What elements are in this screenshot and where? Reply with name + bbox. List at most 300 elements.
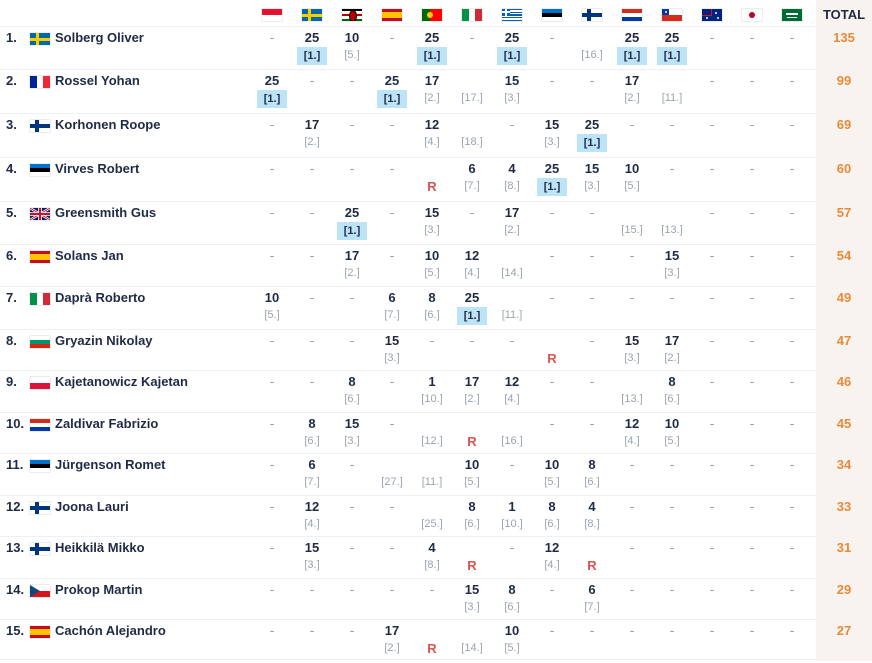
table-row[interactable]: [0, 248, 872, 288]
points-value: 25: [304, 30, 320, 45]
win-placement-badge: [1.]: [537, 178, 567, 196]
placement-label: [11.]: [421, 476, 443, 488]
row-divider: [0, 244, 816, 245]
placement-label: [3.]: [664, 267, 680, 279]
event-result-cell: [253, 499, 291, 539]
position-number: 6.: [6, 248, 17, 263]
table-row[interactable]: [0, 623, 872, 663]
total-points: 29: [836, 582, 852, 597]
event-result-cell: [733, 30, 771, 70]
points-value: 6: [308, 457, 316, 472]
event-result-cell: [333, 333, 371, 373]
no-result-dash: -: [709, 374, 715, 389]
no-result-dash: -: [789, 582, 795, 597]
event-result-cell: [693, 290, 731, 330]
event-result-cell: [573, 333, 611, 373]
no-result-dash: -: [669, 457, 675, 472]
event-result-cell: [373, 582, 411, 622]
points-value: 8: [508, 582, 516, 597]
no-result-dash: -: [269, 499, 275, 514]
event-result-cell: [373, 117, 411, 157]
placement-label: [7.]: [304, 476, 320, 488]
event-result-cell: [333, 582, 371, 622]
event-result-cell: [613, 248, 651, 288]
event-result-cell: [653, 499, 691, 539]
event-result-cell: [733, 117, 771, 157]
event-result-cell: [493, 499, 531, 539]
flag-finland-icon: [30, 120, 50, 132]
no-result-dash: -: [269, 205, 275, 220]
points-value: 1: [428, 374, 436, 389]
retired-marker: R: [587, 558, 597, 573]
placement-label: [18.]: [461, 136, 483, 148]
event-result-cell: [653, 161, 691, 201]
event-result-cell: [413, 205, 451, 245]
no-result-dash: -: [389, 161, 395, 176]
no-result-dash: -: [389, 117, 395, 132]
placement-label: [4.]: [544, 559, 560, 571]
flag-paraguay-icon: [30, 419, 50, 431]
event-result-cell: [293, 623, 331, 663]
event-result-cell: [613, 30, 651, 70]
table-row[interactable]: [0, 117, 872, 157]
driver-name[interactable]: Zaldivar Fabrizio: [55, 416, 159, 431]
event-result-cell: [773, 117, 811, 157]
event-result-cell: [653, 416, 691, 456]
event-result-cell: [573, 623, 611, 663]
no-result-dash: -: [749, 416, 755, 431]
no-result-dash: -: [589, 374, 595, 389]
event-result-cell: [773, 416, 811, 456]
event-result-cell: [773, 290, 811, 330]
placement-label: [5.]: [544, 476, 560, 488]
event-result-cell: [733, 457, 771, 497]
points-value: 15: [544, 117, 560, 132]
event-result-cell: [533, 540, 571, 580]
no-result-dash: -: [389, 540, 395, 555]
placement-label: [4.]: [464, 267, 480, 279]
event-result-cell: [413, 73, 451, 113]
points-value: 12: [304, 499, 320, 514]
no-result-dash: -: [589, 623, 595, 638]
no-result-dash: -: [349, 499, 355, 514]
no-result-dash: -: [309, 623, 315, 638]
placement-label: [2.]: [304, 136, 320, 148]
driver-name[interactable]: Prokop Martin: [55, 582, 143, 597]
event-result-cell: [653, 205, 691, 245]
event-result-cell: [333, 499, 371, 539]
points-value: 25: [424, 30, 440, 45]
no-result-dash: -: [669, 117, 675, 132]
points-value: 25: [384, 73, 400, 88]
event-result-cell: [693, 161, 731, 201]
driver-name[interactable]: Jürgenson Romet: [55, 457, 166, 472]
event-result-cell: [733, 499, 771, 539]
event-result-cell: [773, 73, 811, 113]
flag-estonia-icon: [30, 460, 50, 472]
table-row[interactable]: [0, 205, 872, 245]
no-result-dash: -: [709, 161, 715, 176]
placement-label: [7.]: [584, 601, 600, 613]
table-row[interactable]: [0, 582, 872, 622]
event-result-cell: [493, 248, 531, 288]
event-result-cell: [613, 290, 651, 330]
points-value: 15: [504, 73, 520, 88]
flag-italy-icon: [30, 293, 50, 305]
driver-name[interactable]: Kajetanowicz Kajetan: [55, 374, 188, 389]
event-result-cell: [693, 374, 731, 414]
no-result-dash: -: [309, 248, 315, 263]
no-result-dash: -: [789, 416, 795, 431]
no-result-dash: -: [789, 161, 795, 176]
total-points: 135: [833, 30, 855, 45]
driver-name[interactable]: Rossel Yohan: [55, 73, 140, 88]
event-result-cell: [653, 540, 691, 580]
points-value: 25: [584, 117, 600, 132]
flag-sweden-icon: [30, 33, 50, 45]
points-value: 10: [464, 457, 480, 472]
table-row[interactable]: [0, 30, 872, 70]
driver-name[interactable]: Heikkilä Mikko: [55, 540, 145, 555]
event-result-cell: [453, 30, 491, 70]
no-result-dash: -: [709, 623, 715, 638]
no-result-dash: -: [269, 248, 275, 263]
placement-label: [14.]: [461, 642, 483, 654]
event-result-cell: [413, 499, 451, 539]
placement-label: [10.]: [421, 393, 443, 405]
placement-label: [3.]: [544, 136, 560, 148]
table-row[interactable]: [0, 416, 872, 456]
no-result-dash: -: [589, 73, 595, 88]
points-value: 4: [428, 540, 436, 555]
flag-spain-icon: [382, 9, 402, 21]
event-result-cell: [373, 205, 411, 245]
points-value: 17: [344, 248, 360, 263]
no-result-dash: -: [469, 333, 475, 348]
no-result-dash: -: [509, 457, 515, 472]
event-result-cell: [653, 73, 691, 113]
points-value: 12: [544, 540, 560, 555]
event-result-cell: [333, 248, 371, 288]
table-row[interactable]: [0, 540, 872, 580]
event-result-cell: [413, 374, 451, 414]
driver-name[interactable]: Korhonen Roope: [55, 117, 161, 132]
no-result-dash: -: [709, 416, 715, 431]
event-result-cell: [333, 117, 371, 157]
win-placement-badge: [1.]: [297, 47, 327, 65]
driver-name[interactable]: Solans Jan: [55, 248, 124, 263]
event-result-cell: [533, 499, 571, 539]
event-result-cell: [333, 374, 371, 414]
no-result-dash: -: [349, 161, 355, 176]
event-result-cell: [533, 582, 571, 622]
win-placement-badge: [1.]: [377, 90, 407, 108]
placement-label: [11.]: [501, 309, 523, 321]
event-result-cell: [373, 30, 411, 70]
event-result-cell: [373, 457, 411, 497]
retired-marker: R: [467, 558, 477, 573]
event-result-cell: [573, 499, 611, 539]
flag-estonia-icon: [542, 9, 562, 21]
event-result-cell: [533, 117, 571, 157]
no-result-dash: -: [669, 290, 675, 305]
points-value: 17: [464, 374, 480, 389]
driver-name[interactable]: Greensmith Gus: [55, 205, 157, 220]
no-result-dash: -: [709, 290, 715, 305]
placement-label: [6.]: [464, 518, 480, 530]
no-result-dash: -: [549, 623, 555, 638]
placement-label: [12.]: [421, 435, 443, 447]
no-result-dash: -: [629, 540, 635, 555]
event-result-cell: [533, 30, 571, 70]
retired-marker: R: [467, 434, 477, 449]
placement-label: [5.]: [504, 642, 520, 654]
no-result-dash: -: [709, 582, 715, 597]
points-value: 10: [544, 457, 560, 472]
no-result-dash: -: [549, 205, 555, 220]
event-result-cell: [533, 205, 571, 245]
retired-marker: R: [427, 641, 437, 656]
row-divider: [0, 578, 816, 579]
event-result-cell: [693, 499, 731, 539]
event-result-cell: [693, 457, 731, 497]
no-result-dash: -: [549, 582, 555, 597]
total-points: 60: [836, 161, 852, 176]
event-result-cell: [493, 205, 531, 245]
event-result-cell: [293, 499, 331, 539]
no-result-dash: -: [669, 540, 675, 555]
flag-spain-icon: [30, 626, 50, 638]
driver-name[interactable]: Gryazin Nikolay: [55, 333, 153, 348]
event-result-cell: [453, 457, 491, 497]
total-header: TOTAL: [822, 7, 866, 22]
no-result-dash: -: [589, 248, 595, 263]
points-value: 25: [544, 161, 560, 176]
no-result-dash: -: [509, 540, 515, 555]
no-result-dash: -: [269, 623, 275, 638]
row-divider: [0, 370, 816, 371]
event-result-cell: [293, 416, 331, 456]
event-result-cell: [253, 248, 291, 288]
event-result-cell: [613, 540, 651, 580]
no-result-dash: -: [709, 117, 715, 132]
event-result-cell: [293, 205, 331, 245]
points-value: 15: [584, 161, 600, 176]
win-placement-badge: [1.]: [497, 47, 527, 65]
points-value: 10: [624, 161, 640, 176]
position-number: 14.: [6, 582, 25, 597]
flag-czech-icon: [30, 585, 50, 597]
event-result-cell: [413, 416, 451, 456]
event-result-cell: [573, 540, 611, 580]
driver-name[interactable]: Virves Robert: [55, 161, 140, 176]
driver-name[interactable]: Solberg Oliver: [55, 30, 144, 45]
points-value: 8: [588, 457, 596, 472]
placement-label: [4.]: [304, 518, 320, 530]
points-value: 25: [624, 30, 640, 45]
total-points: 54: [836, 248, 852, 263]
event-result-cell: [573, 248, 611, 288]
placement-label: [5.]: [424, 267, 440, 279]
event-result-cell: [773, 333, 811, 373]
no-result-dash: -: [749, 30, 755, 45]
event-result-cell: [373, 374, 411, 414]
points-value: 25: [344, 205, 360, 220]
placement-label: [15.]: [621, 224, 643, 236]
row-divider: [0, 536, 816, 537]
event-result-cell: [253, 457, 291, 497]
placement-label: [2.]: [384, 642, 400, 654]
event-result-cell: [493, 623, 531, 663]
event-result-cell: [733, 161, 771, 201]
flag-kenya-icon: [342, 9, 362, 21]
flag-poland-icon: [30, 377, 50, 389]
placement-label: [7.]: [384, 309, 400, 321]
row-divider: [0, 26, 816, 27]
event-result-cell: [413, 290, 451, 330]
table-row[interactable]: [0, 290, 872, 330]
event-result-cell: [333, 540, 371, 580]
event-result-cell: [413, 457, 451, 497]
table-row[interactable]: [0, 73, 872, 113]
total-points: 69: [836, 117, 852, 132]
event-result-cell: [253, 290, 291, 330]
flag-spain-icon: [30, 251, 50, 263]
event-result-cell: [653, 457, 691, 497]
win-placement-badge: [1.]: [577, 134, 607, 152]
event-result-cell: [453, 623, 491, 663]
driver-name[interactable]: Daprà Roberto: [55, 290, 146, 305]
row-divider: [0, 495, 816, 496]
table-row[interactable]: [0, 374, 872, 414]
event-result-cell: [493, 73, 531, 113]
no-result-dash: -: [749, 161, 755, 176]
no-result-dash: -: [309, 161, 315, 176]
event-result-cell: [413, 623, 451, 663]
points-value: 12: [504, 374, 520, 389]
placement-label: [6.]: [584, 476, 600, 488]
points-value: 8: [548, 499, 556, 514]
event-result-cell: [493, 416, 531, 456]
table-row[interactable]: [0, 161, 872, 201]
win-placement-badge: [1.]: [257, 90, 287, 108]
points-value: 8: [668, 374, 676, 389]
event-result-cell: [293, 540, 331, 580]
no-result-dash: -: [549, 248, 555, 263]
no-result-dash: -: [589, 290, 595, 305]
placement-label: [11.]: [661, 92, 683, 104]
no-result-dash: -: [629, 117, 635, 132]
event-result-cell: [333, 73, 371, 113]
event-result-cell: [533, 416, 571, 456]
event-result-cell: [533, 73, 571, 113]
event-result-cell: [373, 248, 411, 288]
placement-label: [17.]: [461, 92, 483, 104]
placement-label: [16.]: [501, 435, 523, 447]
event-result-cell: [613, 161, 651, 201]
no-result-dash: -: [789, 248, 795, 263]
no-result-dash: -: [749, 117, 755, 132]
event-result-cell: [333, 30, 371, 70]
points-value: 6: [588, 582, 596, 597]
no-result-dash: -: [749, 374, 755, 389]
table-row[interactable]: [0, 333, 872, 373]
event-result-cell: [533, 457, 571, 497]
no-result-dash: -: [549, 290, 555, 305]
event-result-cell: [453, 333, 491, 373]
event-result-cell: [373, 161, 411, 201]
no-result-dash: -: [269, 582, 275, 597]
event-result-cell: [253, 73, 291, 113]
no-result-dash: -: [709, 457, 715, 472]
event-result-cell: [333, 457, 371, 497]
no-result-dash: -: [749, 248, 755, 263]
no-result-dash: -: [789, 374, 795, 389]
placement-label: [3.]: [464, 601, 480, 613]
position-number: 10.: [6, 416, 25, 431]
points-value: 10: [424, 248, 440, 263]
event-result-cell: [613, 499, 651, 539]
row-divider: [0, 201, 816, 202]
row-divider: [0, 453, 816, 454]
flag-paraguay-icon: [622, 9, 642, 21]
no-result-dash: -: [269, 161, 275, 176]
row-divider: [0, 619, 816, 620]
no-result-dash: -: [749, 457, 755, 472]
no-result-dash: -: [469, 30, 475, 45]
points-value: 4: [588, 499, 596, 514]
placement-label: [4.]: [424, 136, 440, 148]
no-result-dash: -: [789, 290, 795, 305]
event-result-cell: [533, 248, 571, 288]
no-result-dash: -: [389, 205, 395, 220]
event-result-cell: [533, 623, 571, 663]
position-number: 13.: [6, 540, 25, 555]
driver-name[interactable]: Cachón Alejandro: [55, 623, 166, 638]
no-result-dash: -: [549, 73, 555, 88]
points-value: 10: [504, 623, 520, 638]
flag-monaco-icon: [262, 9, 282, 21]
event-result-cell: [613, 73, 651, 113]
event-result-cell: [773, 205, 811, 245]
event-result-cell: [373, 499, 411, 539]
retired-marker: R: [427, 179, 437, 194]
no-result-dash: -: [269, 416, 275, 431]
table-row[interactable]: [0, 457, 872, 497]
no-result-dash: -: [749, 623, 755, 638]
placement-label: [27.]: [381, 476, 403, 488]
event-result-cell: [533, 333, 571, 373]
table-row[interactable]: [0, 499, 872, 539]
driver-name[interactable]: Joona Lauri: [55, 499, 129, 514]
no-result-dash: -: [669, 161, 675, 176]
flag-italy-icon: [462, 9, 482, 21]
points-value: 8: [468, 499, 476, 514]
event-result-cell: [253, 416, 291, 456]
row-divider: [0, 157, 816, 158]
placement-label: [6.]: [664, 393, 680, 405]
no-result-dash: -: [789, 30, 795, 45]
no-result-dash: -: [349, 290, 355, 305]
no-result-dash: -: [789, 540, 795, 555]
win-placement-badge: [1.]: [657, 47, 687, 65]
event-result-cell: [573, 161, 611, 201]
event-result-cell: [573, 30, 611, 70]
event-result-cell: [773, 623, 811, 663]
placement-label: [5.]: [664, 435, 680, 447]
event-result-cell: [373, 73, 411, 113]
no-result-dash: -: [749, 290, 755, 305]
